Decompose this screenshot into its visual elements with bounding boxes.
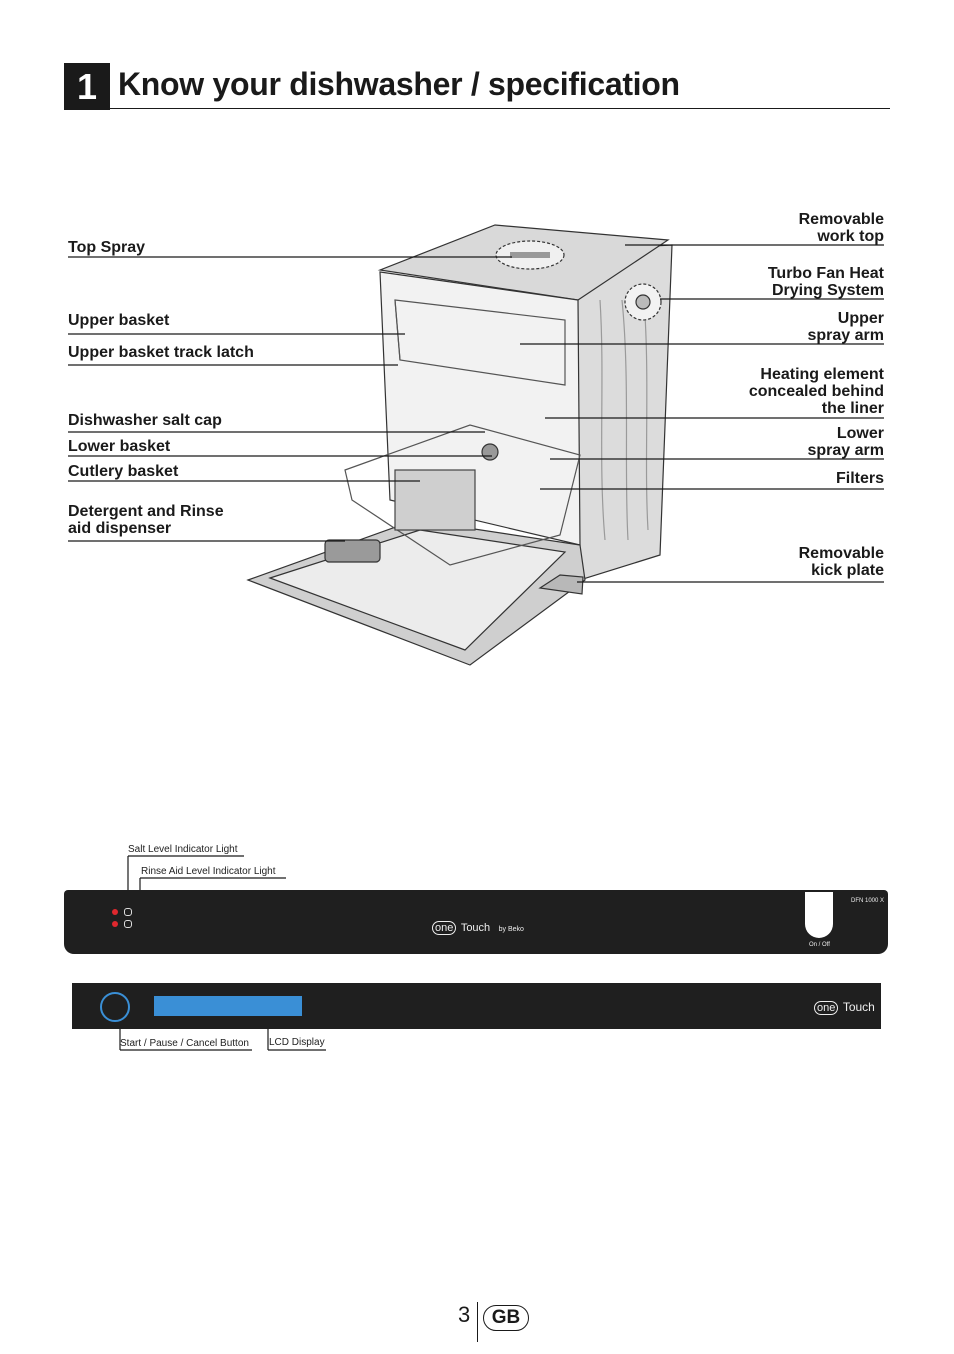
rinse-aid-indicator-light	[112, 921, 118, 927]
chapter-number: 1	[64, 63, 110, 110]
control-panel-top	[64, 890, 888, 954]
label-upper-basket-track-latch: Upper basket track latch	[68, 344, 254, 361]
label-lower-spray-arm: Lower spray arm	[807, 425, 884, 459]
brand-logo: one Touch by Beko	[432, 918, 524, 936]
label-salt-indicator: Salt Level Indicator Light	[128, 844, 238, 855]
label-detergent-dispenser: Detergent and Rinse aid dispenser	[68, 503, 224, 537]
label-cutlery-basket: Cutlery basket	[68, 463, 179, 480]
on-off-button[interactable]	[805, 892, 833, 938]
label-upper-spray-arm: Upper spray arm	[807, 310, 884, 344]
language-badge: GB	[483, 1305, 529, 1331]
label-top-spray: Top Spray	[68, 239, 146, 256]
label-removable-work-top: Removable work top	[798, 211, 884, 245]
brand-logo-bottom: one Touch	[814, 998, 875, 1016]
label-heating-element: Heating element concealed behind the liner	[748, 366, 884, 417]
label-kick-plate: Removable kick plate	[798, 545, 884, 579]
page-separator	[477, 1302, 478, 1342]
page-title: Know your dishwasher / specification	[118, 66, 680, 102]
lcd-display	[154, 996, 302, 1016]
control-panel-bottom	[72, 983, 881, 1029]
label-lcd-display: LCD Display	[269, 1037, 325, 1048]
label-rinse-aid-indicator: Rinse Aid Level Indicator Light	[141, 866, 276, 877]
on-off-label: On / Off	[809, 942, 830, 948]
start-pause-cancel-button[interactable]	[100, 992, 130, 1022]
label-upper-basket: Upper basket	[68, 312, 170, 329]
label-lower-basket: Lower basket	[68, 438, 171, 455]
label-start-button: Start / Pause / Cancel Button	[120, 1038, 249, 1049]
label-salt-cap: Dishwasher salt cap	[68, 412, 222, 429]
label-turbo-fan: Turbo Fan Heat Drying System	[767, 265, 884, 299]
label-filters: Filters	[835, 470, 884, 487]
rinse-aid-icon	[124, 920, 132, 928]
model-number: DFN 1000 X	[851, 898, 885, 904]
salt-icon	[124, 908, 132, 916]
page-number: 3	[458, 1302, 471, 1327]
salt-indicator-light	[112, 909, 118, 915]
